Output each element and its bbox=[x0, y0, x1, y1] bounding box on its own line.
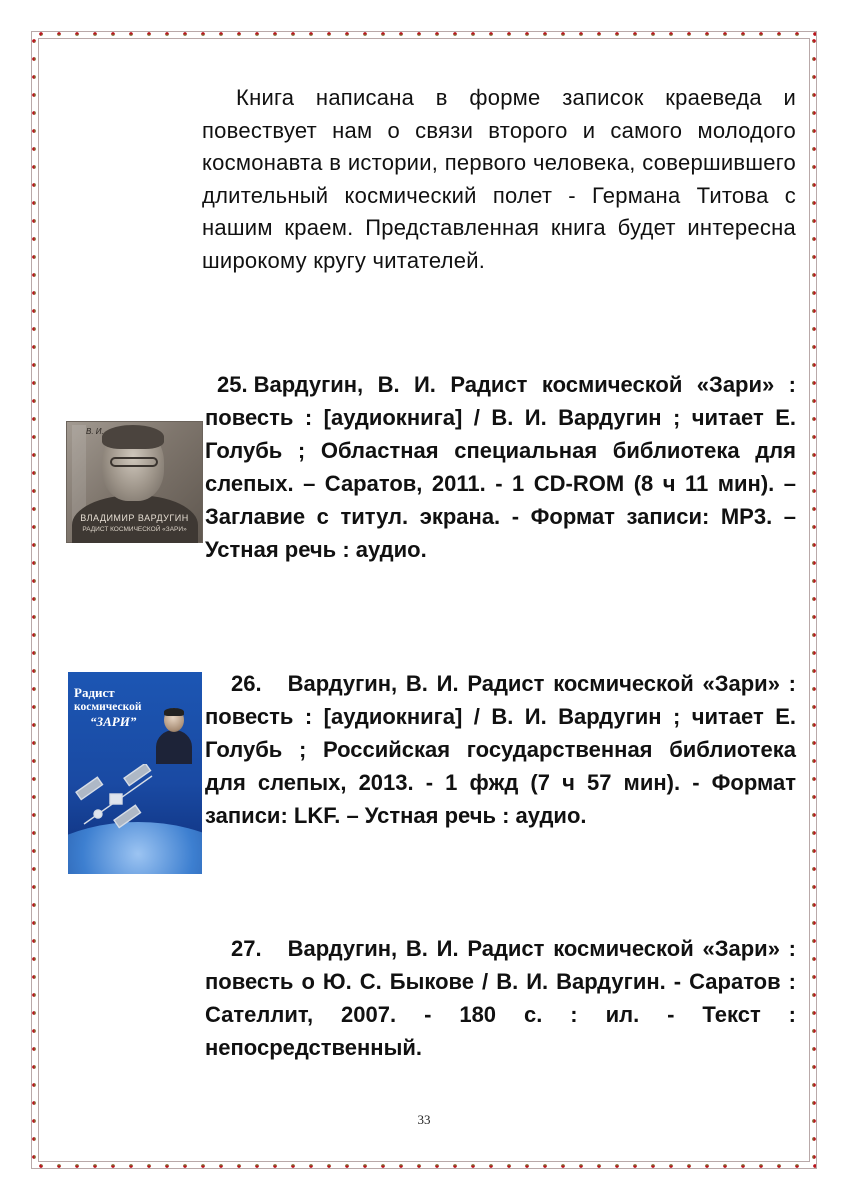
cd-cover-image bbox=[66, 421, 203, 543]
border-leaves-top bbox=[41, 33, 807, 37]
book-cover-title-line3: “ЗАРИ” bbox=[90, 714, 137, 729]
cover-portrait bbox=[156, 708, 192, 764]
portrait-body bbox=[156, 730, 192, 764]
bibliography-entry-25 bbox=[205, 368, 796, 566]
cd-cover-handwriting: В. И. bbox=[86, 427, 104, 436]
entry-number: 25. bbox=[217, 372, 248, 397]
book-cover-title-line1: Радист bbox=[74, 685, 115, 700]
bibliography-entry-26 bbox=[205, 667, 796, 832]
space-station-illustration bbox=[74, 764, 162, 834]
intro-paragraph: Книга написана в форме записок краеведа и повествует нам о связи второго и самого молодого космонавта в истории, первого человека, совершившего длительный космический полет - Германа Титова с нашим краем. Представленная книга будет интересна широкому кругу читателей. bbox=[202, 85, 796, 273]
entry-text: Вардугин, В. И. Радист космической «Зари» : повесть о Ю. С. Быкове / В. И. Вардугин. - Саратов : Сателлит, 2007. - 180 с. : ил. - Текст : непосредственный. bbox=[205, 936, 796, 1060]
bibliography-entry-27 bbox=[205, 932, 796, 1064]
portrait-hair bbox=[164, 708, 184, 716]
cd-cover-subtitle: РАДИСТ КОСМИЧЕСКОЙ «ЗАРИ» bbox=[82, 526, 187, 533]
border-leaves-left bbox=[33, 41, 37, 1159]
book-cover-title-line2: космической bbox=[74, 701, 142, 713]
entry-number: 27. bbox=[231, 936, 262, 961]
portrait-glasses bbox=[110, 457, 158, 467]
book-cover-image bbox=[68, 672, 202, 874]
border-leaves-bottom bbox=[41, 1163, 807, 1167]
page-number: 33 bbox=[417, 1112, 431, 1127]
border-leaves-right bbox=[811, 41, 815, 1159]
cd-cover-author: ВЛАДИМИР ВАРДУГИН bbox=[80, 513, 189, 523]
entry-number: 26. bbox=[231, 671, 262, 696]
entry-text: Вардугин, В. И. Радист космической «Зари» : повесть : [аудиокнига] / В. И. Вардугин ; читает Е. Голубь ; Российская государственная библиотека для слепых, 2013. - 1 фжд (7 ч 57 мин). - Формат записи: LKF. – Устная речь : аудио. bbox=[205, 671, 796, 828]
entry-text: Вардугин, В. И. Радист космической «Зари» : повесть : [аудиокнига] / В. И. Вардугин ; читает Е. Голубь ; Областная специальная библиотека для слепых. – Саратов, 2011. - 1 CD-ROM (8 ч 11 мин). –Заглавие с титул. экрана. - Формат записи: MP3. – Устная речь : аудио. bbox=[205, 372, 796, 562]
portrait-hair bbox=[102, 425, 164, 449]
